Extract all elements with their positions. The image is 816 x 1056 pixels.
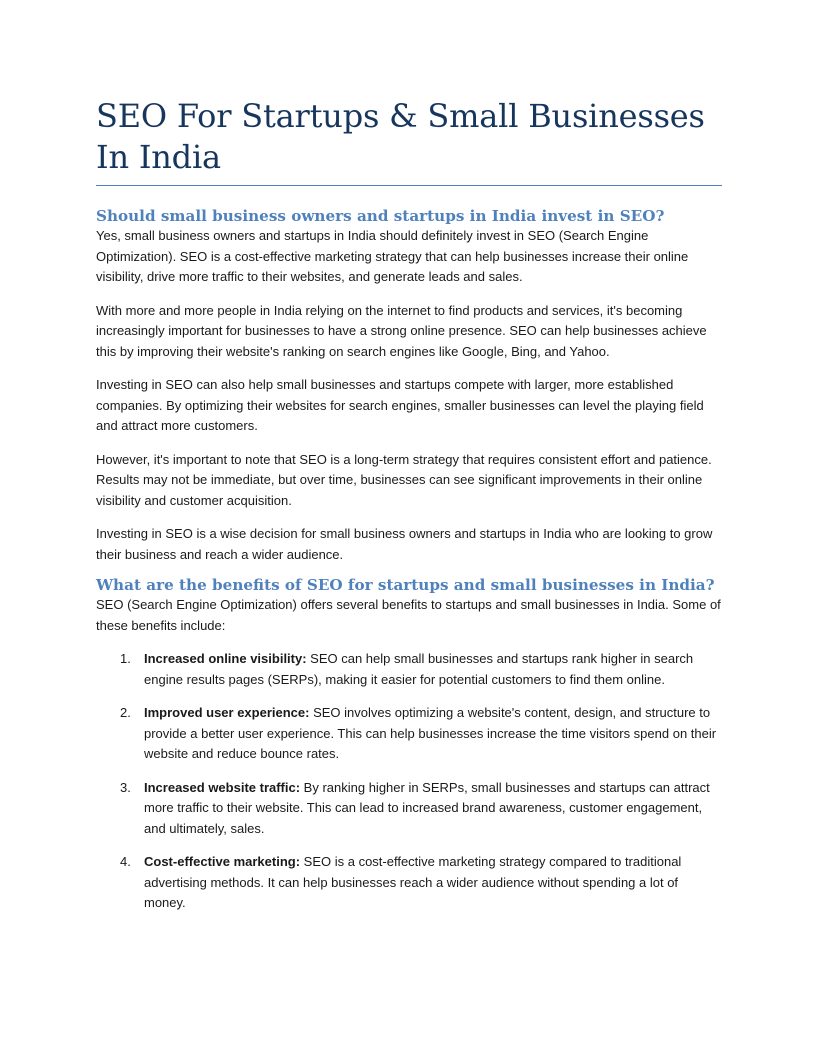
- paragraph: Investing in SEO can also help small businesses and startups compete with larger, more established companies. By optimizing their websites for search engines, smaller businesses can level the playing field and attract more customers.: [96, 377, 704, 433]
- list-item-text: By ranking higher in SERPs, small businesses and startups can attract more traffic to their website. This can lead to increased brand awareness, customer engagement, and ultimately, sales.: [144, 779, 710, 836]
- benefits-list: [96, 649, 722, 914]
- list-number: 3.: [120, 779, 131, 795]
- list-number: 1.: [120, 651, 131, 666]
- paragraph: Investing in SEO is a wise decision for small business owners and startups in India who are looking to grow their business and reach a wider audience.: [96, 526, 713, 562]
- list-item-term: Increased website traffic:: [144, 779, 301, 795]
- list-number: 2.: [120, 705, 131, 720]
- list-item: [96, 852, 722, 914]
- section-heading: What are the benefits of SEO for startups and small businesses in India?: [96, 576, 715, 594]
- list-item: [96, 778, 722, 840]
- list-item: [96, 649, 722, 690]
- section-benefits: [96, 575, 722, 914]
- list-item: [96, 703, 722, 765]
- list-number: 4.: [120, 854, 131, 869]
- paragraph: Yes, small business owners and startups in India should definitely invest in SEO (Search Engine Optimization). SEO is a cost-effective marketing strategy that can help businesses increase their online visibility, drive more traffic to their websites, and generate leads and sales.: [96, 228, 689, 284]
- list-item-term: Increased online visibility:: [144, 651, 307, 666]
- list-item-text: SEO is a cost-effective marketing strategy compared to traditional advertising methods. It can help businesses reach a wider audience without spending a lot of money.: [144, 854, 682, 910]
- list-item-text: SEO involves optimizing a website's content, design, and structure to provide a better user experience. This can help businesses increase the time visitors spend on their website and reduce bounce rates.: [144, 705, 717, 761]
- section-invest: [96, 206, 722, 565]
- list-item-term: Improved user experience:: [144, 705, 310, 720]
- list-item-term: Cost-effective marketing:: [144, 854, 301, 869]
- paragraph: With more and more people in India relying on the internet to find products and services, it's becoming increasingly important for businesses to have a strong online presence. SEO can help businesses achieve this by improving their website's ranking on search engines like Google, Bing, and Yahoo.: [96, 302, 707, 359]
- document-page: [96, 96, 722, 914]
- paragraph: However, it's important to note that SEO is a long-term strategy that requires consistent effort and patience. Results may not be immediate, but over time, businesses can see significant improvements in their online visibility and customer acquisition.: [96, 451, 712, 508]
- section-heading: Should small business owners and startups in India invest in SEO?: [96, 207, 665, 225]
- document-title: SEO For Startups & Small Businesses In India: [96, 96, 722, 186]
- list-item-text: SEO can help small businesses and startups rank higher in search engine results pages (SERPs), making it easier for potential customers to find them online.: [144, 651, 694, 687]
- paragraph: SEO (Search Engine Optimization) offers several benefits to startups and small businesses in India. Some of these benefits include:: [96, 597, 721, 633]
